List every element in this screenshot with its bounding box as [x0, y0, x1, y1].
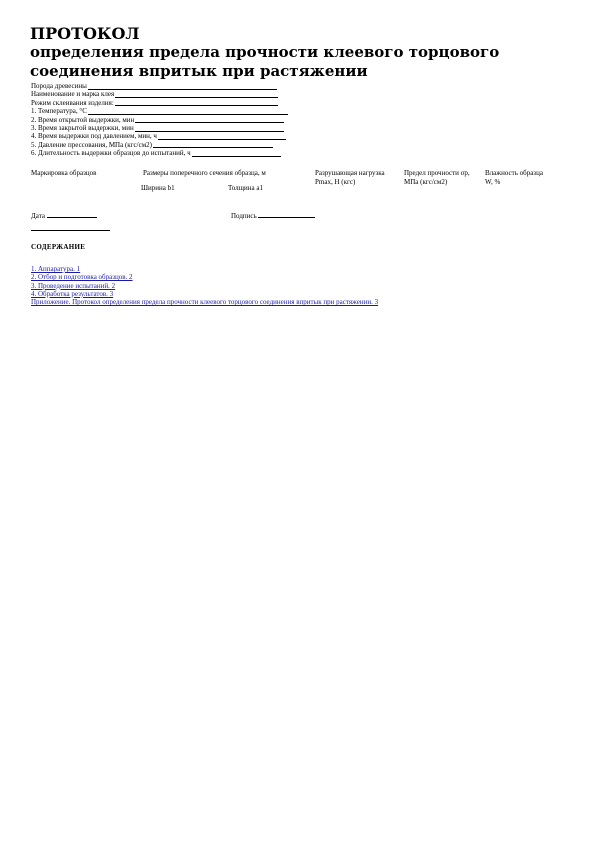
field-label: Порода древесины [31, 82, 87, 90]
field-pressure-time [31, 132, 351, 140]
field-label: 4. Время выдержки под давлением, мин, ч [31, 132, 157, 141]
header-tensile-strength: Предел прочности σр, МПа (кгс/см2) [404, 169, 470, 186]
field-label: 1. Температура, °С [31, 107, 87, 116]
document-title [30, 24, 550, 81]
header-width: Ширина b1 [141, 184, 175, 192]
blank-line[interactable] [115, 90, 278, 98]
signature-block [31, 211, 431, 241]
field-gluing-mode [31, 99, 351, 107]
header-dimensions: Размеры поперечного сечения образца, м [143, 169, 266, 177]
header-thickness: Толщина а1 [228, 184, 263, 192]
field-label: 3. Время закрытой выдержки, мин [31, 124, 134, 133]
blank-line[interactable] [158, 132, 286, 140]
toc-title: СОДЕРЖАНИЕ [31, 243, 86, 251]
header-marking: Маркировка образцов [31, 169, 97, 177]
title-line-1: ПРОТОКОЛ [30, 24, 140, 43]
extra-line [31, 230, 110, 231]
field-label: 2. Время открытой выдержки, мин [31, 115, 135, 124]
toc-link-results[interactable]: 4. Обработка результатов. 3 [31, 289, 114, 298]
signature-line[interactable] [258, 211, 315, 218]
blank-line[interactable] [192, 149, 281, 157]
toc-link-appendix[interactable]: Приложение. Протокол определения предела прочности клеевого торцового соединения впритык при растяжении. 3 [31, 298, 379, 307]
field-label: 5. Давление прессования, МПа (кгс/см2) [31, 140, 152, 149]
date-line[interactable] [47, 211, 97, 218]
field-conditioning-time [31, 149, 351, 157]
header-moisture: Влажность образца W, % [485, 169, 543, 186]
field-open-time [31, 116, 351, 124]
title-line-2: определения предела прочности клеевого торцового [30, 43, 500, 61]
title-line-3: соединения впритык при растяжении [30, 62, 368, 80]
header-breaking-load: Разрушающая нагрузка Pmax, Н (кгс) [315, 169, 385, 186]
toc-link-sampling[interactable]: 2. Отбор и подготовка образцов. 2 [31, 273, 133, 282]
field-wood-species [31, 82, 351, 90]
field-pressure [31, 141, 351, 149]
blank-line[interactable] [88, 82, 277, 90]
field-temperature [31, 107, 351, 115]
blank-line[interactable] [135, 116, 284, 124]
toc-link-testing[interactable]: 3. Проведение испытаний. 2 [31, 281, 116, 290]
date-label: Дата [31, 212, 45, 220]
blank-line[interactable] [88, 107, 288, 115]
field-closed-time [31, 124, 351, 132]
date-field [31, 211, 97, 220]
blank-line[interactable] [115, 99, 278, 107]
field-label: 6. Длительность выдержки образцов до испытаний, ч [31, 149, 191, 158]
toc-link-apparatus[interactable]: 1. Аппаратура. 1 [31, 265, 81, 273]
protocol-fields [31, 82, 351, 158]
signature-field [231, 211, 315, 220]
blank-line[interactable] [153, 141, 273, 149]
field-label: Наименование и марка клея [31, 90, 115, 99]
table-of-contents [31, 265, 591, 306]
field-label: Режим склеивания изделия: [31, 98, 114, 107]
blank-line[interactable] [135, 124, 284, 132]
field-glue-name [31, 90, 351, 98]
signature-label: Подпись [231, 212, 257, 220]
